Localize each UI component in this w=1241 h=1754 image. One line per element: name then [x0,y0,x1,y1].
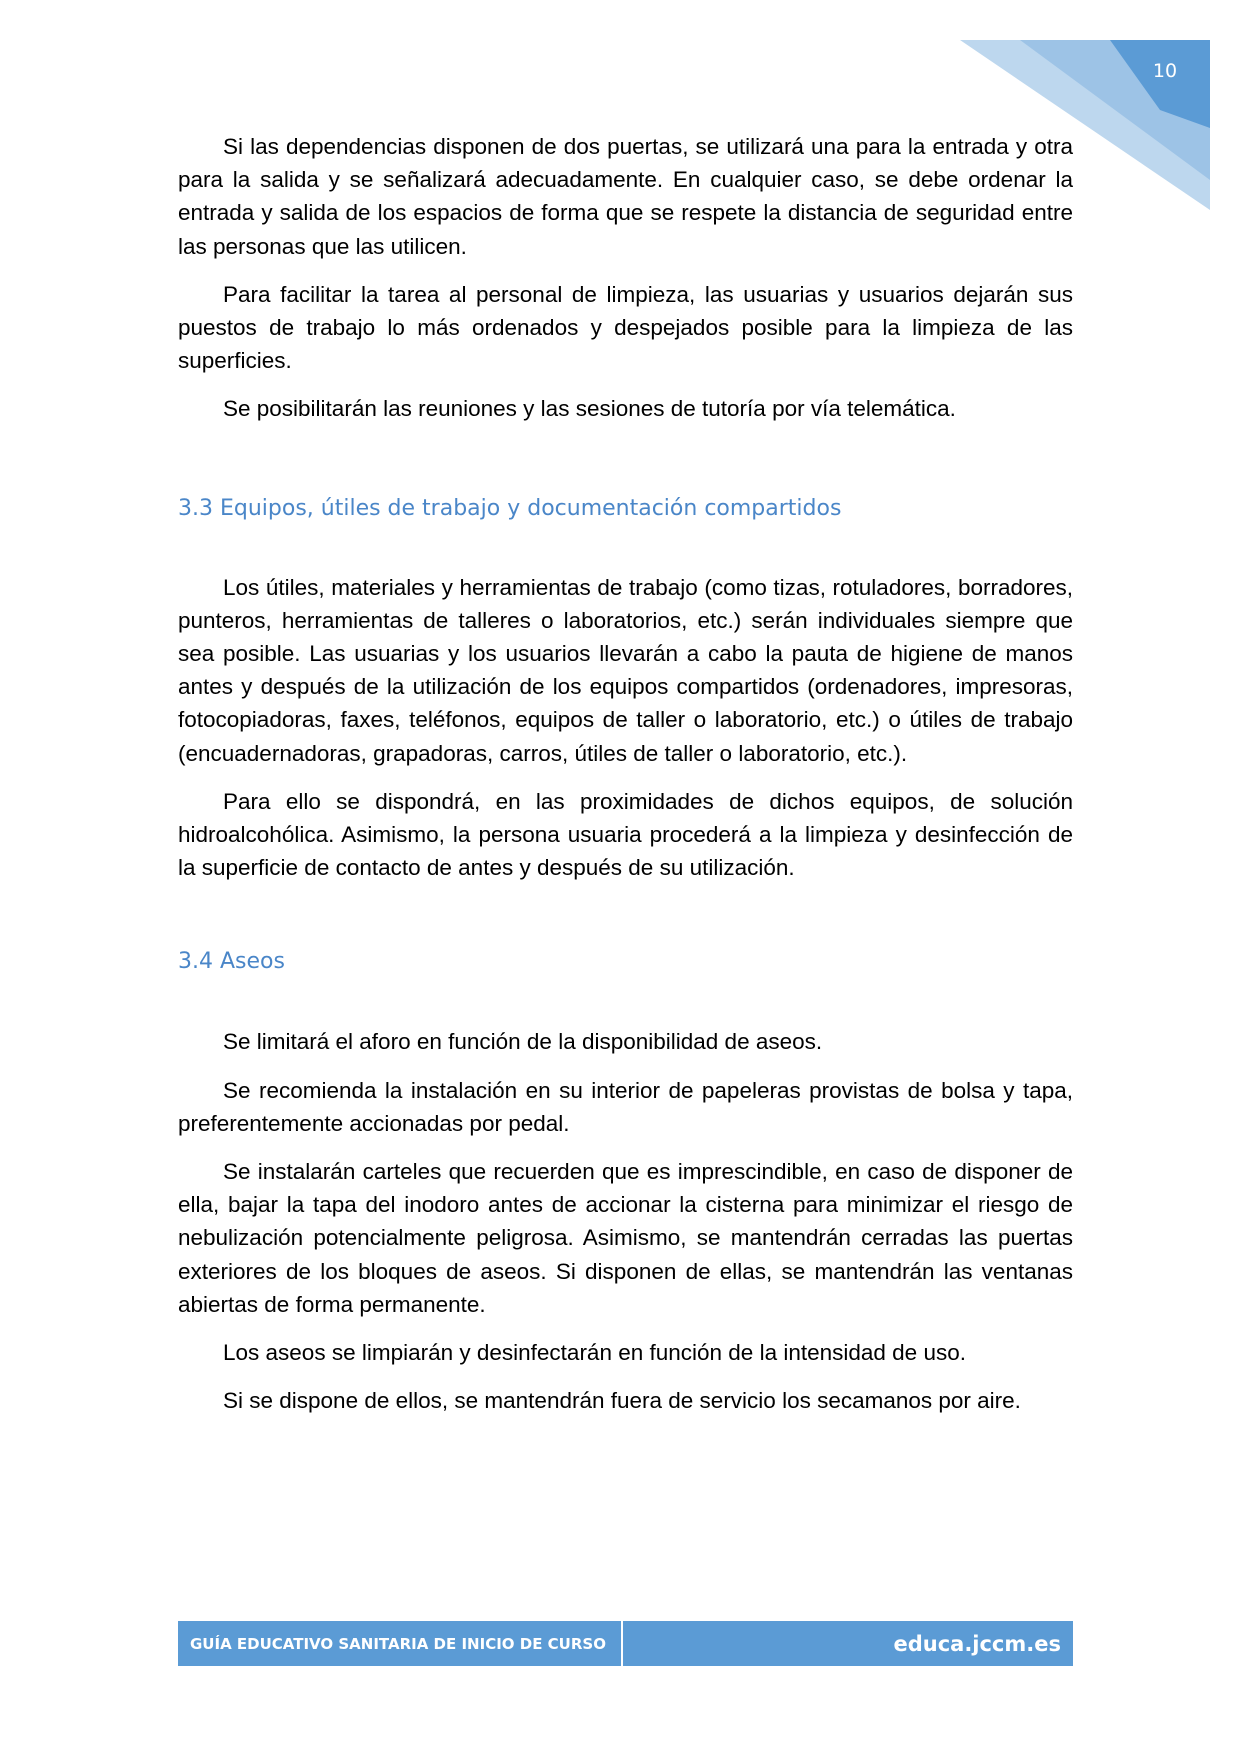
paragraph: Si se dispone de ellos, se mantendrán fuera de servicio los secamanos por aire. [223,1388,1021,1414]
paragraph: Se posibilitarán las reuniones y las sesiones de tutoría por vía telemática. [223,396,956,422]
paragraph: Si las dependencias disponen de dos puertas, se utilizará una para la entrada y otra para la salida y se señalizará adecuadamente. En cualquier caso, se debe ordenar la entrada y salida de los espacios de forma que se respete la distancia de seguridad entre las personas que las utilicen. [178,134,1073,259]
section-heading-3-3: 3.3 Equipos, útiles de trabajo y documentación compartidos [178,495,842,521]
footer-website-link[interactable]: educa.jccm.es [893,1631,1061,1656]
document-body [178,130,1073,1432]
paragraph: Los aseos se limpiarán y desinfectarán en función de la intensidad de uso. [223,1340,966,1366]
paragraph: Para ello se dispondrá, en las proximidades de dichos equipos, de solución hidroalcohólica. Asimismo, la persona usuaria procederá a la limpieza y desinfección de la superficie de contacto de antes y después de su utilización. [178,788,1073,881]
paragraph: Se instalarán carteles que recuerden que es imprescindible, en caso de disponer de ella, bajar la tapa del inodoro antes de accionar la cisterna para minimizar el riesgo de nebulización potencialmente peligrosa. Asimismo, se mantendrán cerradas las puertas exteriores de los bloques de aseos. Si disponen de ellas, se mantendrán las ventanas abiertas de forma permanente. [178,1159,1073,1317]
paragraph: Se recomienda la instalación en su interior de papeleras provistas de bolsa y tapa, preferentemente accionadas por pedal. [178,1077,1073,1136]
section-heading-3-4: 3.4 Aseos [178,949,285,975]
page-number: 10 [1152,60,1178,82]
paragraph: Se limitará el aforo en función de la disponibilidad de aseos. [223,1029,823,1055]
page-footer [178,1621,1073,1666]
paragraph: Para facilitar la tarea al personal de limpieza, las usuarias y usuarios dejarán sus puestos de trabajo lo más ordenados y despejados posible para la limpieza de las superficies. [178,281,1073,374]
footer-title: GUÍA EDUCATIVO SANITARIA DE INICIO DE CURSO [178,1621,623,1666]
paragraph: Los útiles, materiales y herramientas de trabajo (como tizas, rotuladores, borradores, punteros, herramientas de talleres o laboratorios, etc.) serán individuales siempre que sea posible. Las usuarias y los usuarios llevarán a cabo la pauta de higiene de manos antes y después de la utilización de los equipos compartidos (ordenadores, impresoras, fotocopiadoras, faxes, teléfonos, equipos de taller o laboratorio, etc.) o útiles de trabajo (encuadernadoras, grapadoras, carros, útiles de taller o laboratorio, etc.). [178,574,1073,766]
